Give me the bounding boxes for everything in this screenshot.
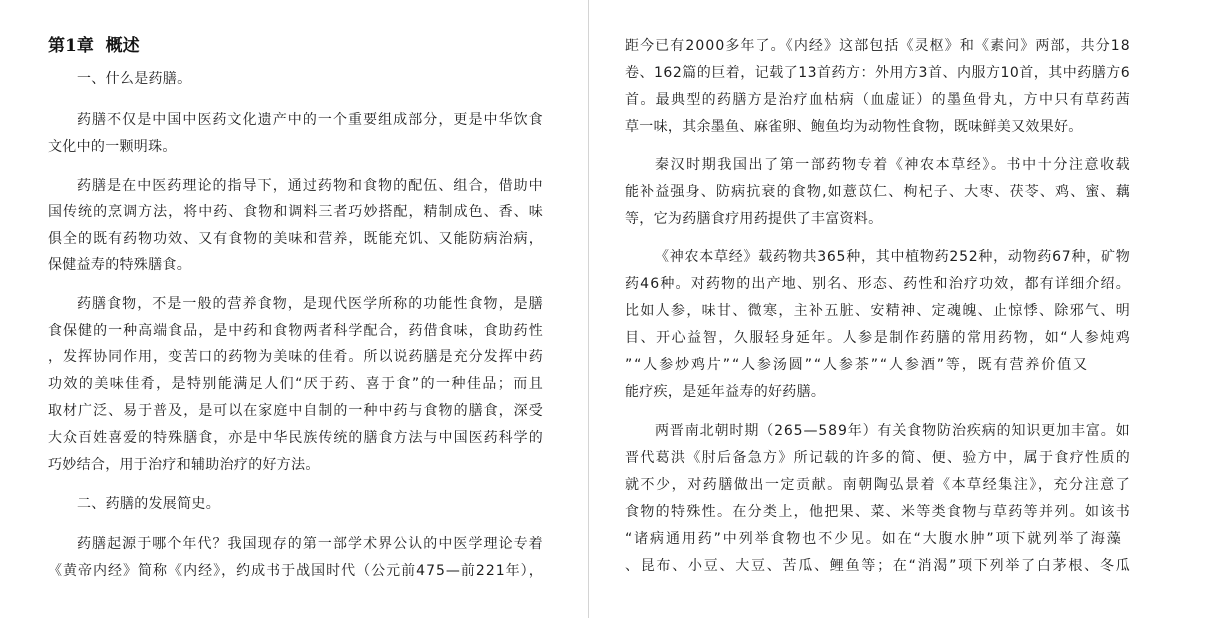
left-page-line: 国传统的烹调方法，将中药、食物和调料三者巧妙搭配，精制成色、香、味 — [48, 204, 544, 220]
right-page-line: 目、开心益智，久服轻身延年。人参是制作药膳的常用药物，如“人参炖鸡 — [625, 330, 1132, 346]
left-page-line: ，发挥协同作用，变苦口的药物为美味的佳肴。所以说药膳是充分发挥中药 — [48, 349, 544, 365]
left-page-line: 药膳起源于哪个年代？我国现存的第一部学术界公认的中医学理论专着 — [77, 536, 544, 552]
right-page-line: 食物的特殊性。在分类上，他把果、菜、米等类食物与草药等并列。如该书 — [625, 504, 1132, 520]
left-page-line: 《黄帝内经》简称《内经》，约成书于战国时代（公元前475—前221年）， — [48, 563, 544, 579]
left-page-line: 文化中的一颗明珠。 — [48, 139, 177, 155]
right-page-line: 能补益强身、防病抗衰的食物,如薏苡仁、枸杞子、大枣、茯苓、鸡、蜜、藕 — [625, 184, 1131, 200]
left-page-line: 巧妙结合，用于治疗和辅助治疗的好方法。 — [48, 457, 320, 473]
left-page-line: 大众百姓喜爱的特殊膳食，亦是中华民族传统的膳食方法与中国医药科学的 — [48, 430, 544, 446]
right-page-line: 草一味，其余墨鱼、麻雀卵、鲍鱼均为动物性食物，既味鲜美又效果好。 — [625, 119, 1083, 135]
right-page-line: “诸病通用药”中列举食物也不少见。如在“大腹水肿”项下就列举了海藻 — [625, 531, 1123, 547]
right-page-line: ”“人参炒鸡片”“人参汤圆”“人参茶”“人参酒”等，既有营养价值又 — [625, 357, 1089, 373]
left-page-line: 二、药膳的发展简史。 — [77, 496, 220, 512]
left-page-line: 取材广泛、易于普及，是可以在家庭中自制的一种中药与食物的膳食，深受 — [48, 403, 544, 419]
right-page-line: 药46种。对药物的出产地、别名、形态、药性和治疗功效，都有详细介绍。 — [625, 276, 1131, 292]
left-page-line: 药膳食物，不是一般的营养食物，是现代医学所称的功能性食物，是膳 — [77, 296, 544, 312]
left-page-line: 一、什么是药膳。 — [77, 71, 192, 87]
left-page-line: 保健益寿的特殊膳食。 — [48, 257, 191, 273]
page-divider — [588, 0, 589, 618]
right-page-line: 能疗疾，是延年益寿的好药膳。 — [625, 384, 826, 400]
right-page-line: 卷、162篇的巨着，记载了13首药方：外用方3首、内服方10首，其中药膳方6 — [625, 65, 1131, 81]
left-page-line: 俱全的既有药物功效、又有食物的美味和营养，既能充饥、又能防病治病， — [48, 231, 544, 247]
right-page-line: 首。最典型的药膳方是治疗血枯病（血虚证）的墨鱼骨丸，方中只有草药茜 — [625, 92, 1132, 108]
right-page-line: 、昆布、小豆、大豆、苦瓜、鲤鱼等；在“消渴”项下列举了白茅根、冬瓜 — [625, 558, 1132, 574]
left-page-line: 药膳是在中医药理论的指导下，通过药物和食物的配伍、组合，借助中 — [77, 178, 544, 194]
right-page-line: 晋代葛洪《肘后备急方》所记载的许多的简、便、验方中，属于食疗性质的 — [625, 450, 1132, 466]
right-page-line: 两晋南北朝时期（265—589年）有关食物防治疾病的知识更加丰富。如 — [655, 423, 1131, 439]
chapter-title: 第1章 概述 — [48, 36, 140, 56]
left-page-line: 功效的美味佳肴，是特别能满足人们“厌于药、喜于食”的一种佳品；而且 — [48, 376, 545, 392]
left-page — [0, 0, 588, 618]
right-page — [590, 0, 1210, 618]
right-page-line: 秦汉时期我国出了第一部药物专着《神农本草经》。书中十分注意收载 — [655, 157, 1132, 173]
right-page-line: 《神农本草经》载药物共365种，其中植物药252种，动物药67种，矿物 — [655, 249, 1131, 265]
left-page-line: 食保健的一种高端食品，是中药和食物两者科学配合，药借食味，食助药性 — [48, 323, 544, 339]
right-page-line: 距今已有2000多年了。《内经》这部包括《灵枢》和《素问》两部，共分18 — [625, 38, 1131, 54]
right-page-line: 就不少，对药膳做出一定贡献。南朝陶弘景着《本草经集注》，充分注意了 — [625, 477, 1132, 493]
left-page-line: 药膳不仅是中国中医药文化遗产中的一个重要组成部分，更是中华饮食 — [77, 112, 544, 128]
right-page-line: 比如人参，味甘、微寒，主补五脏、安精神、定魂魄、止惊悸、除邪气、明 — [625, 303, 1132, 319]
right-page-line: 等，它为药膳食疗用药提供了丰富资料。 — [625, 211, 883, 227]
